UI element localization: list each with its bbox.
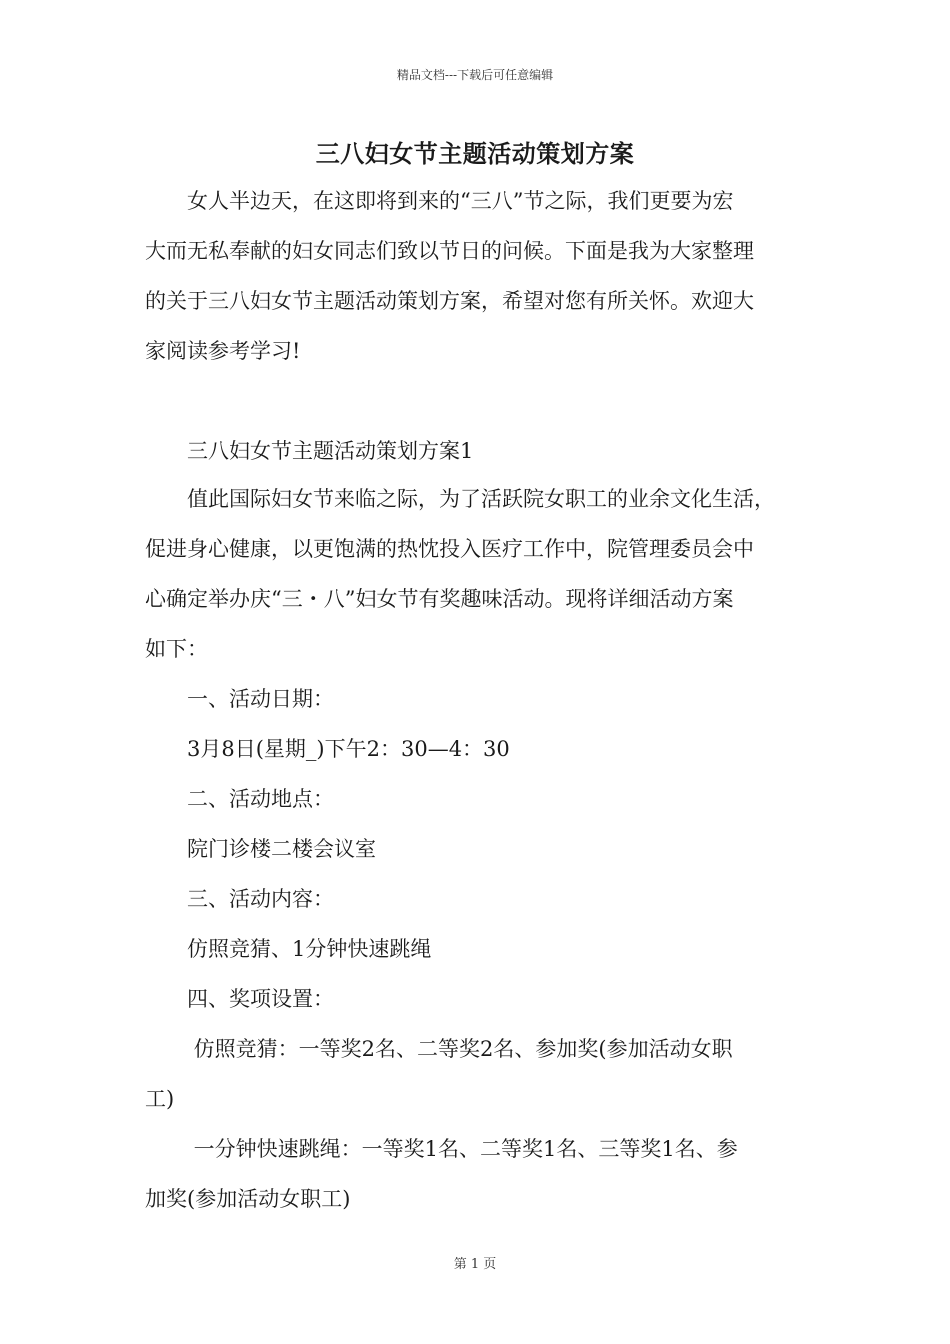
page-number: 第 1 页: [453, 1257, 497, 1272]
body-line-9: 如下：: [145, 637, 208, 661]
item-value-location: 院门诊楼二楼会议室: [145, 837, 376, 861]
award-line-3: 一分钟快速跳绳：一等奖1名、二等奖1名、三等奖1名、参: [145, 1137, 738, 1161]
award-line-2: 工): [145, 1087, 175, 1111]
section-heading-1: 三八妇女节主题活动策划方案1: [145, 439, 474, 463]
body-line-4: 家阅读参考学习!: [145, 339, 301, 363]
page-header: 精品文档---下载后可任意编辑: [396, 68, 554, 82]
body-line-2: 大而无私奉献的妇女同志们致以节日的问候。下面是我为大家整理: [145, 239, 754, 263]
body-line-7: 促进身心健康，以更饱满的热忱投入医疗工作中，院管理委员会中: [145, 537, 754, 561]
award-line-1: 仿照竞猜：一等奖2名、二等奖2名、参加奖(参加活动女职: [145, 1037, 733, 1061]
item-heading-location: 二、活动地点：: [145, 787, 334, 811]
item-heading-content: 三、活动内容：: [145, 887, 334, 911]
item-heading-date: 一、活动日期：: [145, 687, 334, 711]
body-line-1: 女人半边天，在这即将到来的“三八”节之际，我们更要为宏: [145, 189, 734, 213]
item-value-date: 3月8日(星期_)下午2：30—4：30: [145, 737, 510, 761]
item-value-content: 仿照竞猜、1分钟快速跳绳: [145, 937, 432, 961]
body-line-6: 值此国际妇女节来临之际，为了活跃院女职工的业余文化生活，: [145, 487, 775, 511]
body-line-3: 的关于三八妇女节主题活动策划方案，希望对您有所关怀。欢迎大: [145, 289, 754, 313]
document-title: 三八妇女节主题活动策划方案: [315, 139, 635, 168]
body-line-8: 心确定举办庆“三・八”妇女节有奖趣味活动。现将详细活动方案: [145, 587, 734, 611]
award-line-4: 加奖(参加活动女职工): [145, 1187, 351, 1211]
item-heading-awards: 四、奖项设置：: [145, 987, 334, 1011]
